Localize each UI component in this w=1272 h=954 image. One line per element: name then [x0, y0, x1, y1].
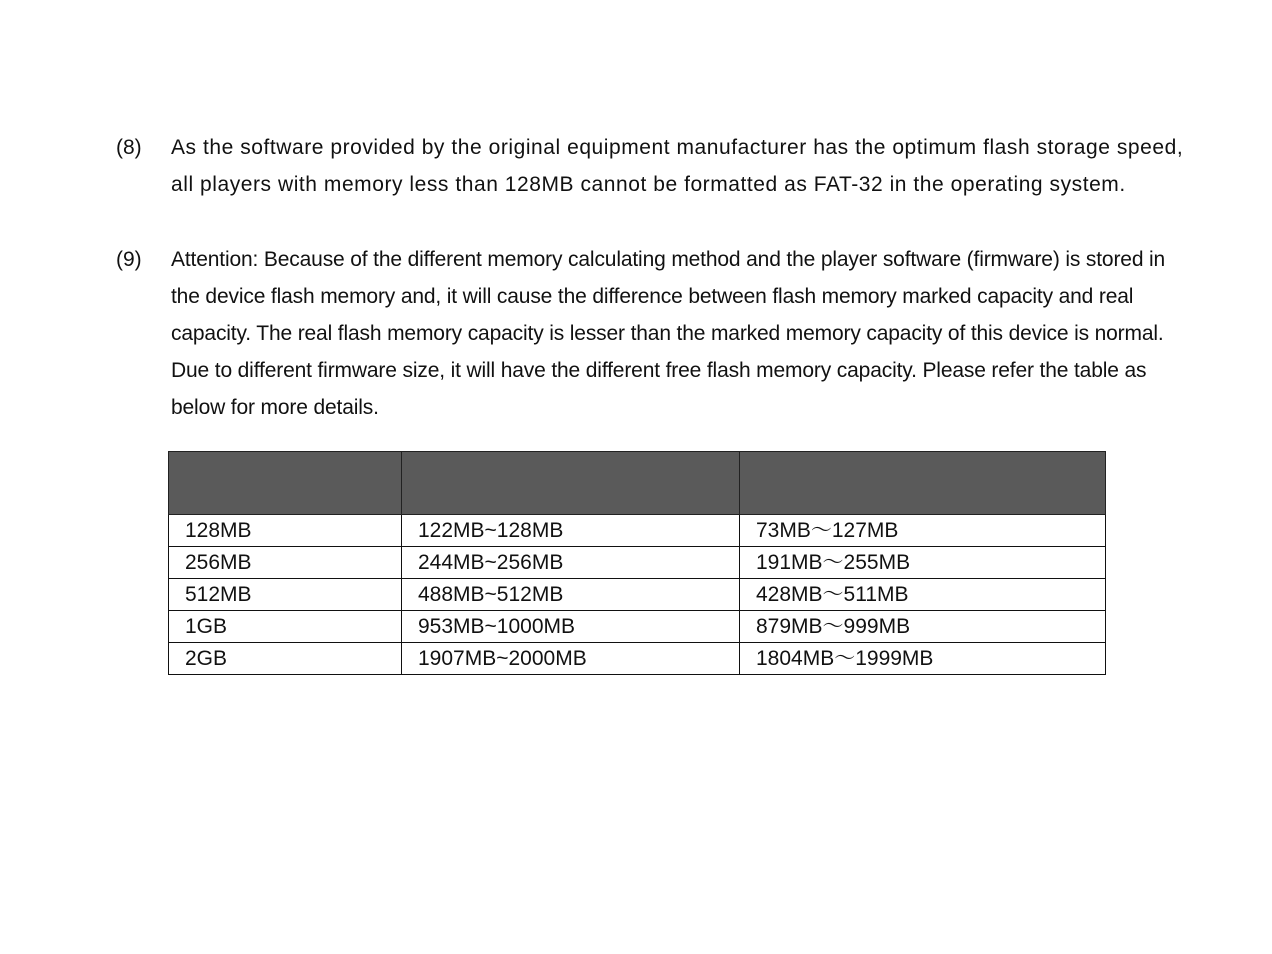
table-cell: 2GB — [169, 643, 402, 675]
table-cell: 488MB~512MB — [402, 579, 740, 611]
table-cell: 1804MB～1999MB — [740, 643, 1106, 675]
item-number: (9) — [116, 248, 142, 271]
table-row — [169, 611, 1106, 643]
header-cell-real-capacity — [402, 452, 740, 515]
table-row — [169, 643, 1106, 675]
table-row — [169, 579, 1106, 611]
table-cell: 1GB — [169, 611, 402, 643]
table-cell: 122MB~128MB — [402, 515, 740, 547]
table-cell: 512MB — [169, 579, 402, 611]
table-row — [169, 547, 1106, 579]
memory-capacity-table — [168, 451, 1106, 675]
header-cell-free-capacity — [740, 452, 1106, 515]
item-text: As the software provided by the original equipment manufacturer has the optimum flash storage speed, all players with memory less than 128MB cannot be formatted as FAT-32 in the operating system. — [171, 136, 1184, 196]
table-cell: 191MB～255MB — [740, 547, 1106, 579]
header-cell-marked-capacity — [169, 452, 402, 515]
table-cell: 879MB～999MB — [740, 611, 1106, 643]
item-text: Attention: Because of the different memory calculating method and the player software (firmware) is stored in the device flash memory and, it will cause the difference between flash memory marked capacity and real capacity. The real flash memory capacity is lesser than the marked memory capacity of this device is normal. Due to different firmware size, it will have the different free flash memory capacity. Please refer the table as below for more details. — [171, 248, 1166, 419]
table-header-row — [169, 452, 1106, 515]
table-cell: 428MB～511MB — [740, 579, 1106, 611]
table-cell: 128MB — [169, 515, 402, 547]
table-row — [169, 515, 1106, 547]
table-cell: 256MB — [169, 547, 402, 579]
table-cell: 1907MB~2000MB — [402, 643, 740, 675]
table-cell: 73MB～127MB — [740, 515, 1106, 547]
table-cell: 244MB~256MB — [402, 547, 740, 579]
item-number: (8) — [116, 136, 142, 159]
table-cell: 953MB~1000MB — [402, 611, 740, 643]
